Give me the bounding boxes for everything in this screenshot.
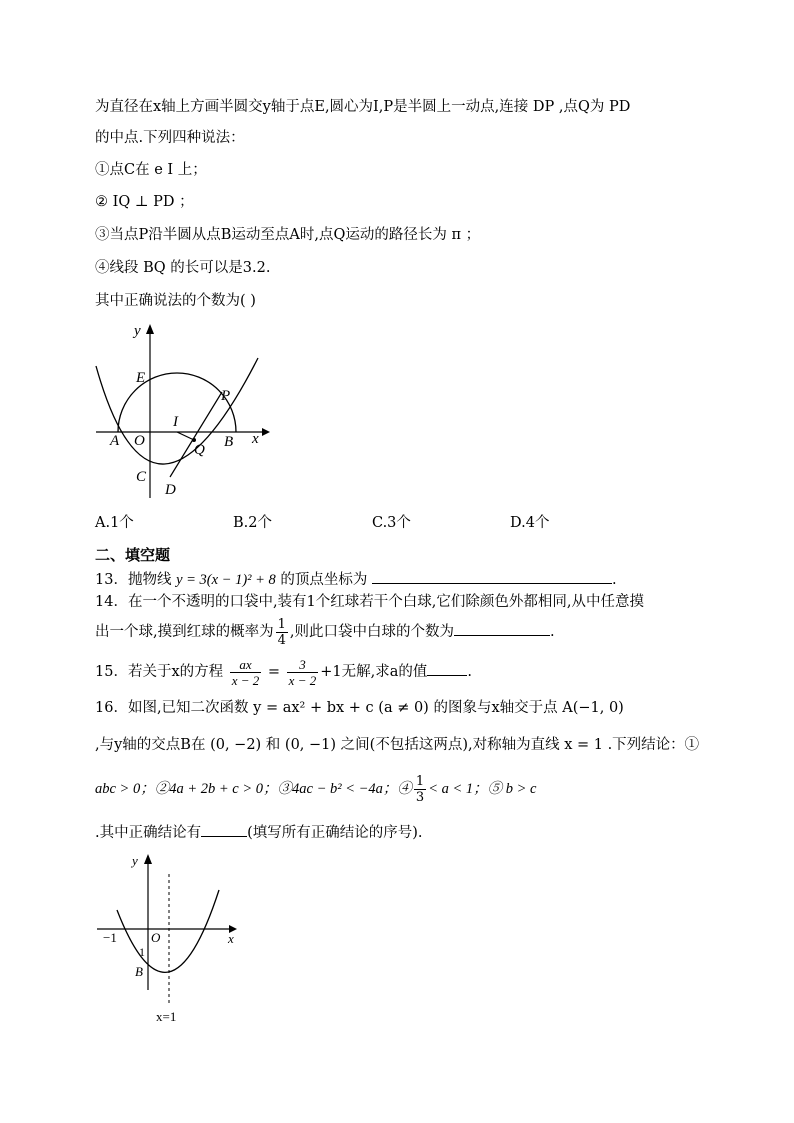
q15-frac1-den: x − 2	[231, 672, 260, 688]
q15-prefix: 15．若关于x的方程	[95, 664, 224, 680]
q12-statement-3: ③当点P沿半圆从点B运动至点A时,点Q运动的路径长为 π ；	[95, 227, 481, 243]
q14-frac-num: 1	[277, 616, 286, 632]
fig2-label-x: x	[228, 931, 234, 946]
choice-a[interactable]: A.1个	[95, 515, 134, 531]
fig2-label-O: O	[151, 930, 161, 945]
q14-prefix: 出一个球,摸到红球的概率为	[95, 624, 274, 640]
q16-prefix: .其中正确结论有	[95, 825, 202, 841]
q16-fraction	[414, 774, 426, 805]
choice-c[interactable]: C.3个	[372, 515, 411, 531]
q12-line1: 为直径在x轴上方画半圆交y轴于点E,圆心为I,P是半圆上一动点,连接 DP ,点Q为 PD	[95, 99, 631, 115]
fig1-label-x: x	[252, 431, 259, 447]
q15-end: .	[467, 664, 472, 680]
q16-line4	[95, 822, 423, 843]
q13-prefix: 13．抛物线	[95, 572, 172, 588]
fig2-label-axis: x=1	[156, 1009, 177, 1024]
q15-answer-blank[interactable]	[427, 661, 467, 676]
fig1-label-C: C	[136, 469, 147, 485]
fig1-label-O: O	[134, 433, 145, 449]
q16-conclusions-b: < a < 1；⑤ b > c	[428, 781, 537, 797]
fig1-label-E: E	[136, 370, 146, 386]
q14-answer-blank[interactable]	[454, 621, 550, 636]
q13-suffix: 的顶点坐标为	[280, 572, 368, 588]
q12-line2: 的中点.下列四种说法：	[95, 130, 245, 146]
q16-line1: 16．如图,已知二次函数 y = ax² + bx + c (a ≠ 0) 的图象与x轴交于点 A(−1, 0)	[95, 700, 624, 716]
q16-frac-num: 1	[415, 773, 425, 789]
choice-d[interactable]: D.4个	[510, 515, 550, 531]
q13-expression: y = 3(x − 1)² + 8	[176, 572, 276, 588]
fig1-label-Q: Q	[194, 442, 205, 458]
q15-suffix: +1无解,求a的值	[320, 664, 428, 680]
fig2-label-B: B	[135, 964, 143, 979]
fig2-label-minus-one: −1	[103, 930, 117, 945]
q14-line2	[95, 614, 555, 650]
q16-suffix: (填写所有正确结论的序号).	[247, 825, 423, 841]
q14-frac-den: 4	[277, 632, 286, 648]
q13-end: .	[612, 572, 617, 588]
q15-equals: =	[267, 664, 281, 680]
q16-line2: ,与y轴的交点B在 (0, −2) 和 (0, −1) 之间(不包括这两点),对称轴为直线 x = 1 .下列结论：①	[95, 737, 700, 753]
q15-frac2-den: x − 2	[288, 672, 317, 688]
q12-statement-4: ④线段 BQ 的长可以是3.2.	[95, 260, 271, 276]
fig2-label-one: 1	[139, 945, 145, 959]
q14-suffix: ,则此口袋中白球的个数为	[289, 624, 454, 640]
q12-statement-1: ①点C在 e I 上；	[95, 162, 207, 178]
fig1-label-B: B	[224, 434, 234, 450]
fig1-label-P: P	[221, 388, 231, 404]
fig1-label-D: D	[165, 482, 176, 498]
q16-frac-den: 3	[415, 789, 425, 805]
q13-answer-blank[interactable]	[372, 569, 612, 584]
q16-conclusions-a: abc > 0；②4a + 2b + c > 0；③4ac − b² < −4a；④	[95, 781, 412, 797]
q15	[95, 654, 472, 690]
q15-fraction-2	[287, 657, 319, 688]
fig1-label-I: I	[173, 414, 178, 430]
q14-end: .	[550, 624, 555, 640]
q12-figure	[90, 318, 275, 503]
q14-fraction	[276, 617, 288, 648]
q16-answer-blank[interactable]	[201, 822, 247, 837]
q12-statement-2: ② IQ ⊥ PD ；	[95, 194, 194, 210]
q14-line1: 14．在一个不透明的口袋中,装有1个红球若干个白球,它们除颜色外都相同,从中任意摸	[95, 594, 645, 610]
q12-question: 其中正确说法的个数为( )	[95, 293, 256, 309]
choice-b[interactable]: B.2个	[233, 515, 272, 531]
q16-figure	[95, 850, 245, 1025]
fig1-label-A: A	[110, 433, 120, 449]
fig1-label-y: y	[134, 323, 141, 339]
fig2-label-y: y	[132, 853, 138, 868]
q15-frac2-num: 3	[287, 657, 319, 673]
section-heading: 二、填空题	[95, 546, 171, 564]
q16-line3	[95, 771, 536, 807]
q13	[95, 569, 617, 590]
q15-fraction-1	[230, 657, 262, 688]
q15-frac1-num: ax	[230, 657, 262, 673]
